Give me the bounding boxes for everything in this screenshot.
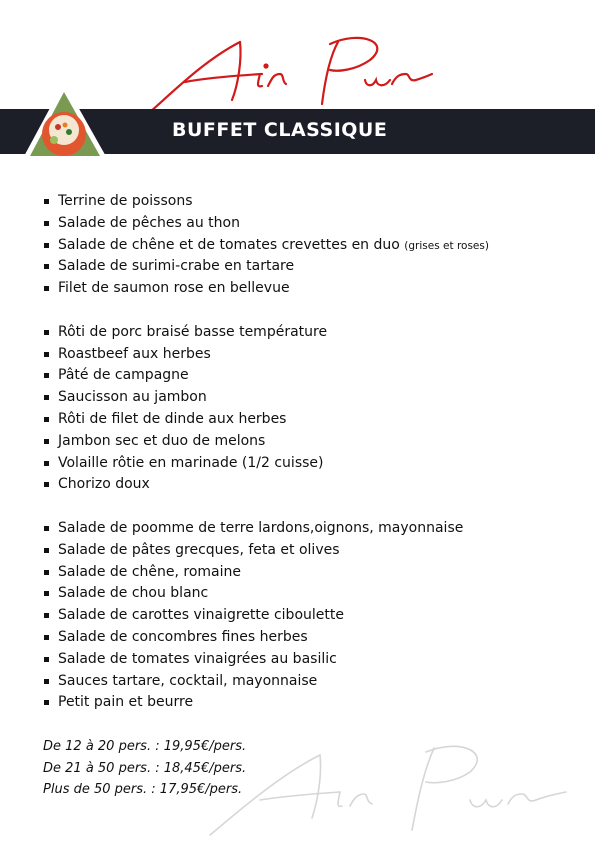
item-note: (grises et roses) [404,239,489,252]
bullet-icon [44,700,49,705]
list-item: Pâté de campagne [44,365,489,387]
menu-list [44,191,489,714]
list-item: Rôti de filet de dinde aux herbes [44,409,489,431]
list-item: Volaille rôtie en marinade (1/2 cuisse) [44,453,489,475]
bullet-icon [44,526,49,531]
list-item: Jambon sec et duo de melons [44,431,489,453]
list-item: Saucisson au jambon [44,387,489,409]
list-item: Salade de chou blanc [44,583,489,605]
list-spacer [44,300,489,322]
list-item: Salade de carottes vinaigrette ciboulette [44,605,489,627]
price-line: De 12 à 20 pers. : 19,95€/pers. [43,739,247,754]
bullet-icon [44,264,49,269]
bullet-icon [44,591,49,596]
list-item: Sauces tartare, cocktail, mayonnaise [44,671,489,693]
list-item: Salade de chêne, romaine [44,562,489,584]
food-thumbnail-image [18,80,110,162]
list-spacer [44,496,489,518]
bullet-icon [44,352,49,357]
price-line: De 21 à 50 pers. : 18,45€/pers. [43,760,247,776]
bullet-icon [44,461,49,466]
list-item: Salade de poomme de terre lardons,oignons, mayonnaise [44,518,489,540]
bullet-icon [44,395,49,400]
pricing-block [43,736,246,801]
list-item: Salade de tomates vinaigrées au basilic [44,649,489,671]
list-item: Chorizo doux [44,474,489,496]
bullet-icon [44,635,49,640]
list-item: Salade de pêches au thon [44,213,489,235]
bullet-icon [44,199,49,204]
bullet-icon [44,330,49,335]
bullet-icon [44,548,49,553]
list-item: Petit pain et beurre [44,692,489,714]
list-item: Salade de concombres fines herbes [44,627,489,649]
bullet-icon [44,570,49,575]
air-pur-watermark [190,720,590,842]
list-item: Salade de pâtes grecques, feta et olives [44,540,489,562]
list-item: Filet de saumon rose en bellevue [44,278,489,300]
price-line: Plus de 50 pers. : 17,95€/pers. [43,782,243,797]
bullet-icon [44,286,49,291]
list-item: Salade de chêne et de tomates crevettes en duo (grises et roses) [44,235,489,257]
bullet-icon [44,373,49,378]
bullet-icon [44,221,49,226]
list-item: Rôti de porc braisé basse température [44,322,489,344]
page-title: BUFFET CLASSIQUE [172,119,388,141]
bullet-icon [44,613,49,618]
bullet-icon [44,679,49,684]
list-item: Roastbeef aux herbes [44,344,489,366]
bullet-icon [44,417,49,422]
bullet-icon [44,439,49,444]
bullet-icon [44,657,49,662]
list-item: Salade de surimi-crabe en tartare [44,256,489,278]
bullet-icon [44,482,49,487]
list-item: Terrine de poissons [44,191,489,213]
bullet-icon [44,243,49,248]
